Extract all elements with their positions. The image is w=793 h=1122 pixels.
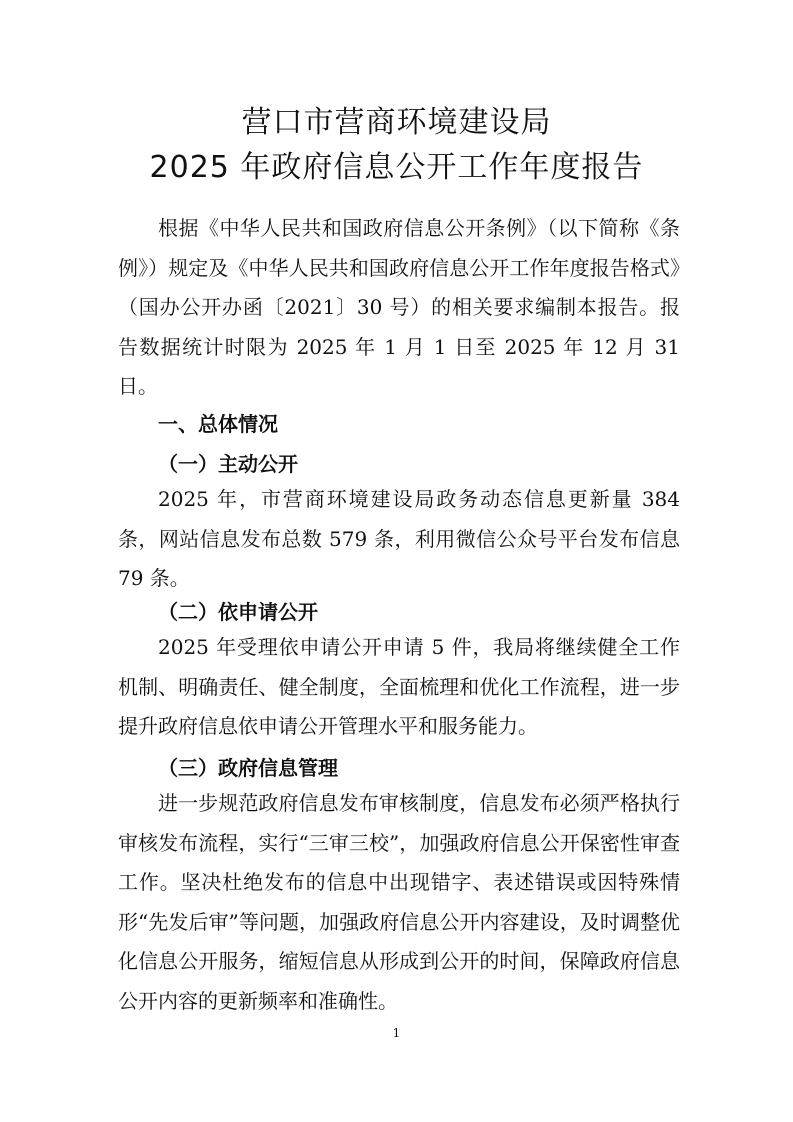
- section-heading-overview: 一、总体情况: [158, 412, 278, 436]
- subsection-heading-proactive: （一）主动公开: [158, 452, 298, 476]
- on-request-disclosure-paragraph: 2025 年受理依申请公开申请 5 件，我局将继续健全工作机制、明确责任、健全制度，全面梳理和优化工作流程，进一步提升政府信息依申请公开管理水平和服务能力。: [118, 635, 680, 738]
- subsection-heading-on-request: （二）依申请公开: [158, 600, 318, 624]
- subsection-heading-info-management: （三）政府信息管理: [158, 756, 338, 780]
- page-number: 1: [392, 1026, 401, 1040]
- document-title-line1: 营口市营商环境建设局: [241, 105, 552, 140]
- intro-paragraph: 根据《中华人民共和国政府信息公开条例》（以下简称《条例》）规定及《中华人民共和国政府信息公开工作年度报告格式》（国办公开办函〔2021〕30 号）的相关要求编制本报告。报告数据统计时限为 2025 年 1 月 1 日至 2025 年 12 月 31 日。: [118, 216, 680, 398]
- proactive-disclosure-paragraph: 2025 年，市营商环境建设局政务动态信息更新量 384 条，网站信息发布总数 579 条，利用微信公众号平台发布信息 79 条。: [118, 487, 680, 590]
- info-management-paragraph: 进一步规范政府信息发布审核制度，信息发布必须严格执行审核发布流程，实行“三审三校”，加强政府信息公开保密性审查工作。坚决杜绝发布的信息中出现错字、表述错误或因特殊情形“先发后审”等问题，加强政府信息公开内容建设，及时调整优化信息公开服务，缩短信息从形成到公开的时间，保障政府信息公开内容的更新频率和准确性。: [118, 791, 680, 1013]
- document-title-line2: 2025 年政府信息公开工作年度报告: [149, 150, 644, 185]
